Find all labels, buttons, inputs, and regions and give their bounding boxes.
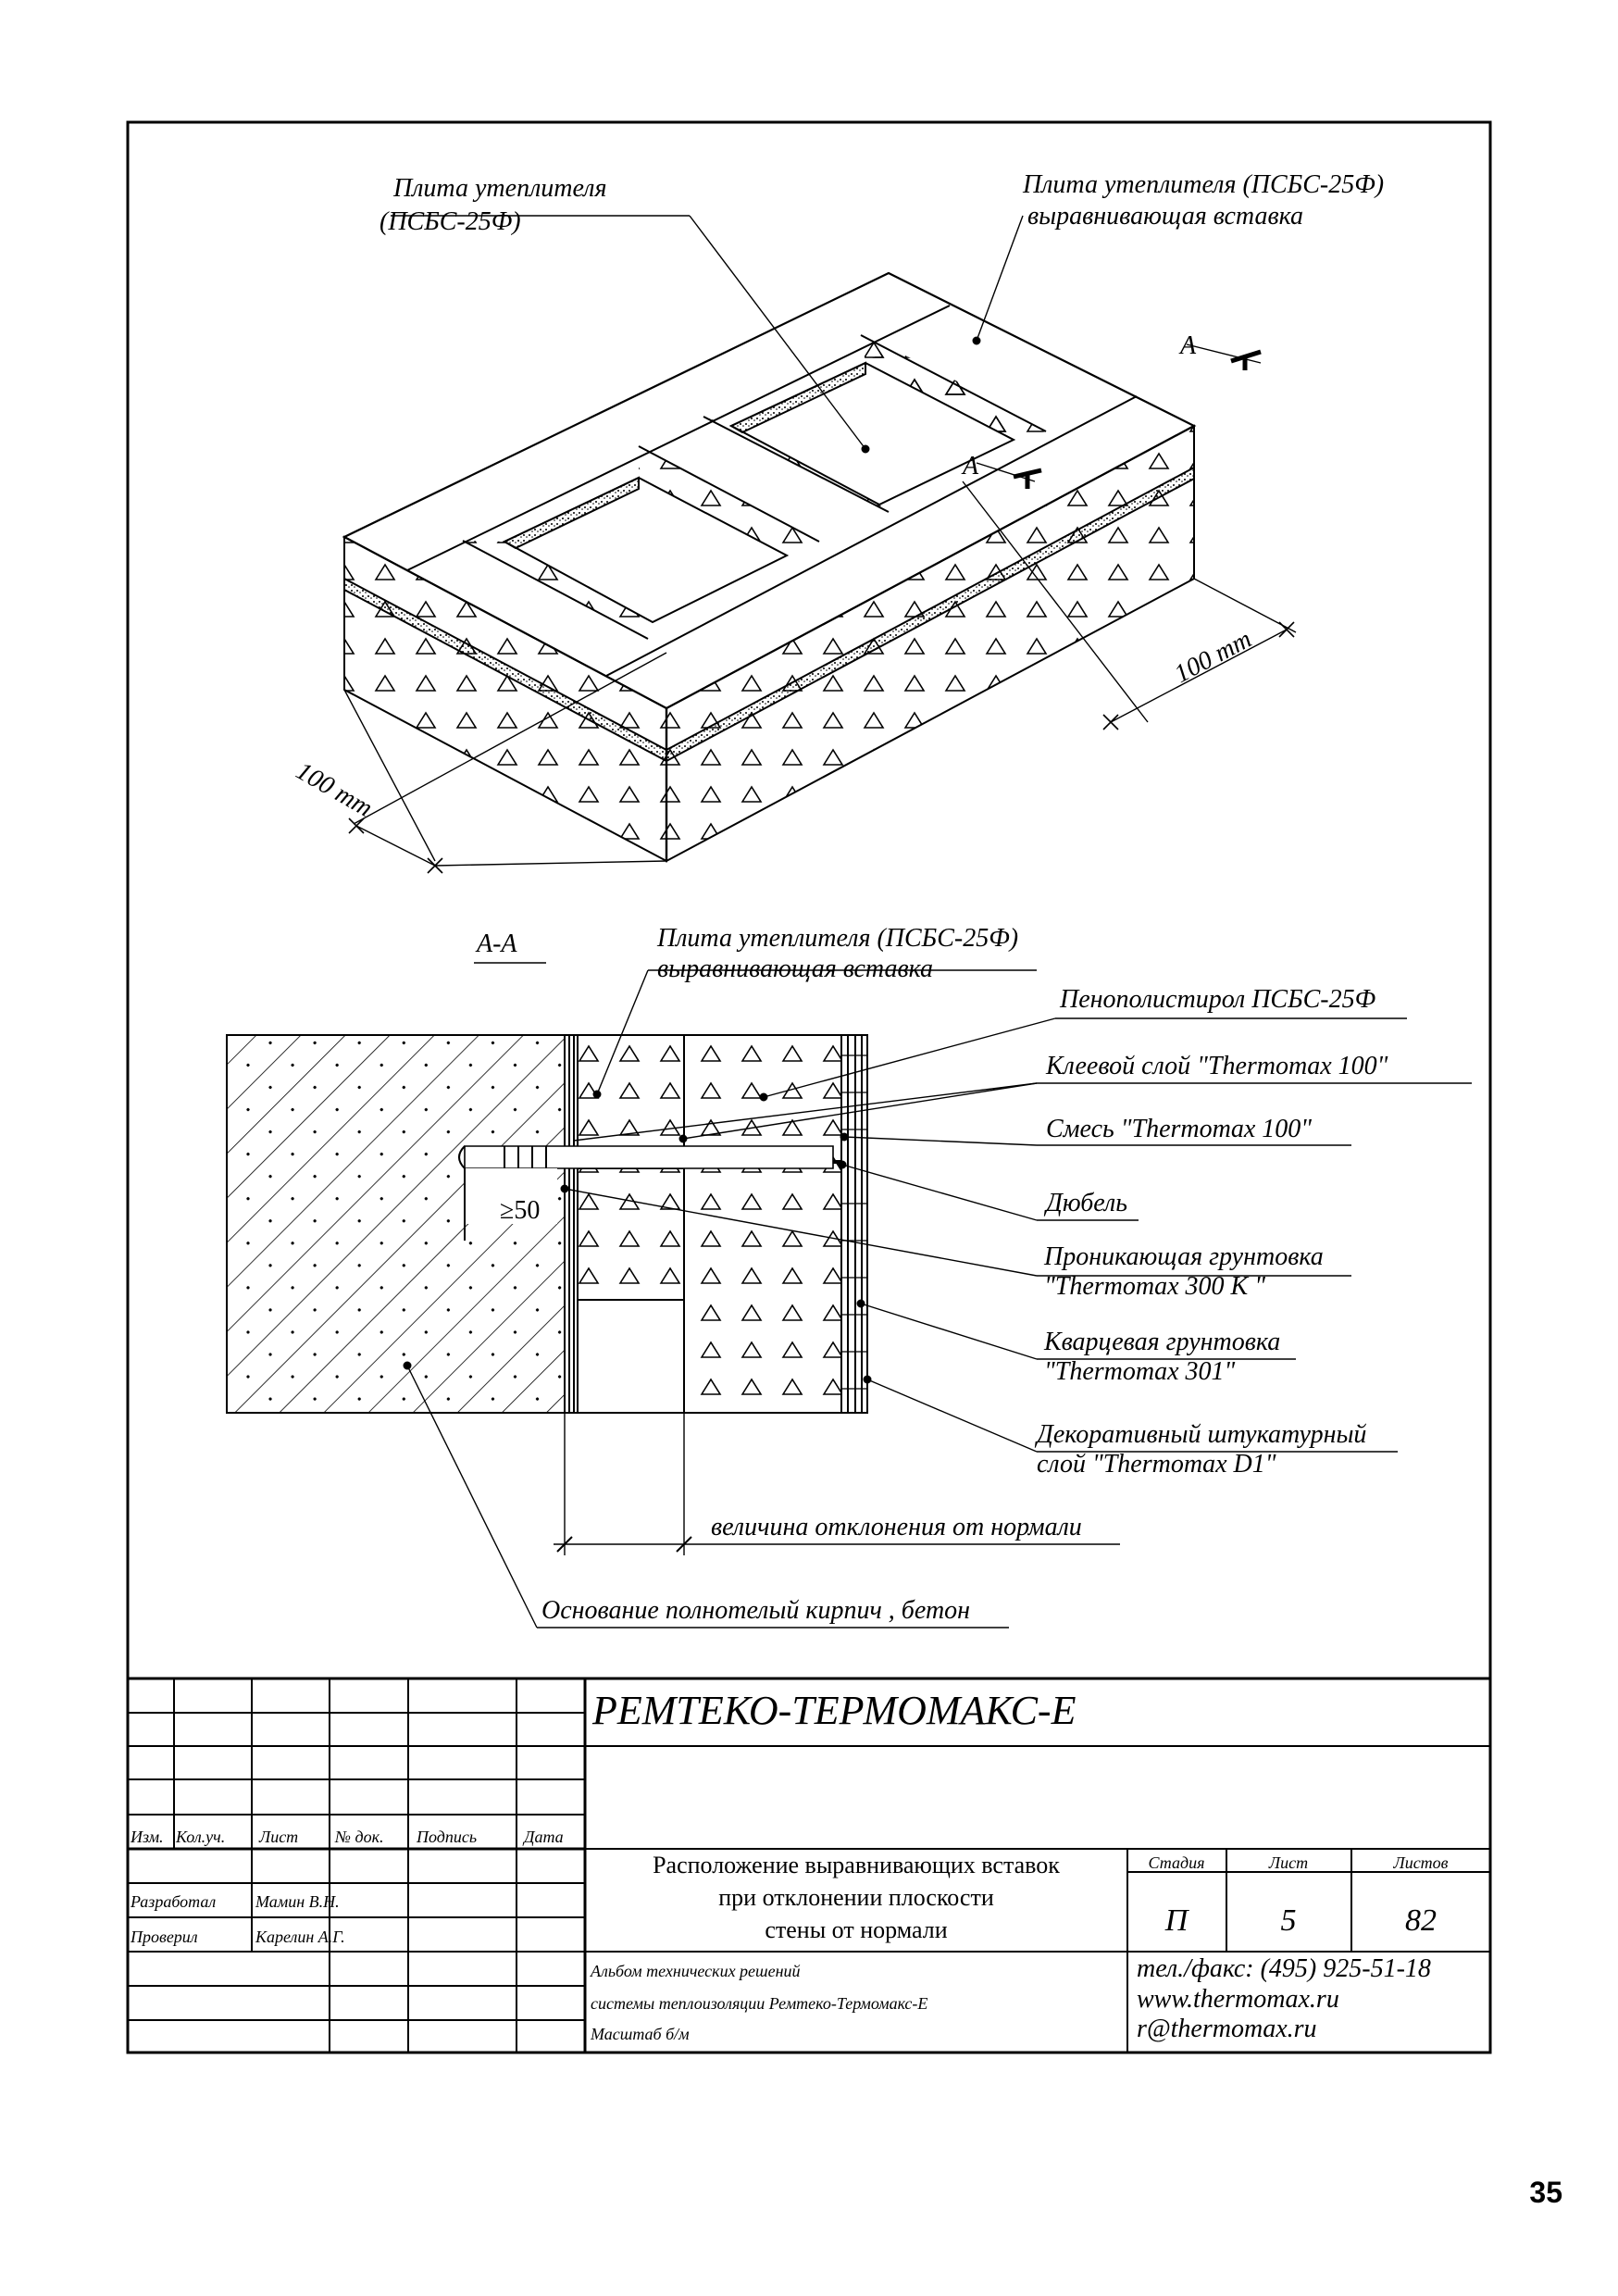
callout-deco-2: слой "Thermomax D1" (1037, 1450, 1276, 1479)
contact-email: r@thermomax.ru (1137, 2015, 1317, 2043)
iso-plate-label-2: (ПСБС-25Ф) (380, 207, 521, 236)
deviation-label: величина отклонения от нормали (711, 1513, 1082, 1541)
company-name: РЕМТЕКО-ТЕРМОМАКС-Е (592, 1688, 1077, 1733)
sheet-label: Лист (1268, 1853, 1309, 1872)
iso-dim-right: 100 mm (1169, 624, 1257, 690)
stage-label: Стадия (1148, 1853, 1205, 1872)
stage-value: П (1164, 1903, 1189, 1938)
drawing-title-3: стены от нормали (765, 1916, 948, 1943)
section-mark-upper: А (1180, 331, 1197, 360)
drawing-title-2: при отклонении плоскости (718, 1884, 994, 1911)
sheets-value: 82 (1405, 1903, 1437, 1938)
col-doc: № док. (335, 1828, 384, 1846)
title-block-text (130, 1688, 1449, 2043)
designed-by-label: Разработал (131, 1892, 217, 1911)
callout-glue: Клеевой слой "Thermomax 100" (1046, 1052, 1388, 1080)
callout-mix: Смесь "Thermomax 100" (1046, 1115, 1313, 1143)
dowel (465, 1146, 833, 1168)
page-number: 35 (1529, 2176, 1562, 2209)
section-mark-lower: А (963, 452, 979, 480)
sheet-value: 5 (1280, 1903, 1297, 1938)
drawing-title-1: Расположение выравнивающих вставок (653, 1852, 1060, 1878)
main-foam (684, 1035, 841, 1413)
section-insert-label-2: выравнивающая вставка (657, 955, 934, 983)
callout-foam: Пенополистирол ПСБС-25Ф (1060, 985, 1376, 1014)
contact-web: www.thermomax.ru (1137, 1985, 1339, 2014)
col-izm: Изм. (131, 1828, 164, 1846)
album-line-3: Масштаб б/м (591, 2025, 690, 2043)
callout-deco-1: Декоративный штукатурный (1037, 1420, 1367, 1449)
iso-plate-label-1: Плита утеплителя (393, 174, 607, 203)
album-line-2: системы теплоизоляции Ремтеко-Термомакс-Е (591, 1994, 928, 2013)
callout-primer-1: Проникающая грунтовка (1044, 1242, 1324, 1271)
section-title: А-А (477, 930, 517, 958)
callout-quartz-1: Кварцевая грунтовка (1044, 1328, 1281, 1356)
base-label: Основание полнотелый кирпич , бетон (541, 1596, 971, 1625)
checked-by-name: Карелин А.Г. (255, 1928, 345, 1946)
checked-by-label: Проверил (131, 1928, 198, 1946)
designed-by-name: Мамин В.Н. (255, 1892, 340, 1911)
section-insert-label-1: Плита утеплителя (ПСБС-25Ф) (657, 924, 1019, 953)
iso-insert-label-1: Плита утеплителя (ПСБС-25Ф) (1023, 170, 1385, 199)
col-sign: Подпись (417, 1828, 478, 1846)
insert-lower (578, 1168, 684, 1300)
iso-insert-label-2: выравнивающая вставка (1027, 202, 1304, 231)
col-kol: Кол.уч. (176, 1828, 226, 1846)
album-line-1: Альбом технических решений (591, 1962, 801, 1980)
callout-primer-2: "Thermomax 300 K " (1044, 1272, 1265, 1301)
sheets-label: Листов (1393, 1853, 1449, 1872)
callout-dowel: Дюбель (1046, 1189, 1127, 1217)
col-list: Лист (259, 1828, 299, 1846)
col-date: Дата (524, 1828, 564, 1846)
iso-dim-left: 100 mm (291, 756, 378, 823)
callout-quartz-2: "Thermomax 301" (1044, 1357, 1236, 1386)
contact-phone: тел./факс: (495) 925-51-18 (1137, 1954, 1431, 1983)
isometric-view (344, 216, 1296, 873)
dowel-spacing: ≥50 (500, 1196, 541, 1225)
